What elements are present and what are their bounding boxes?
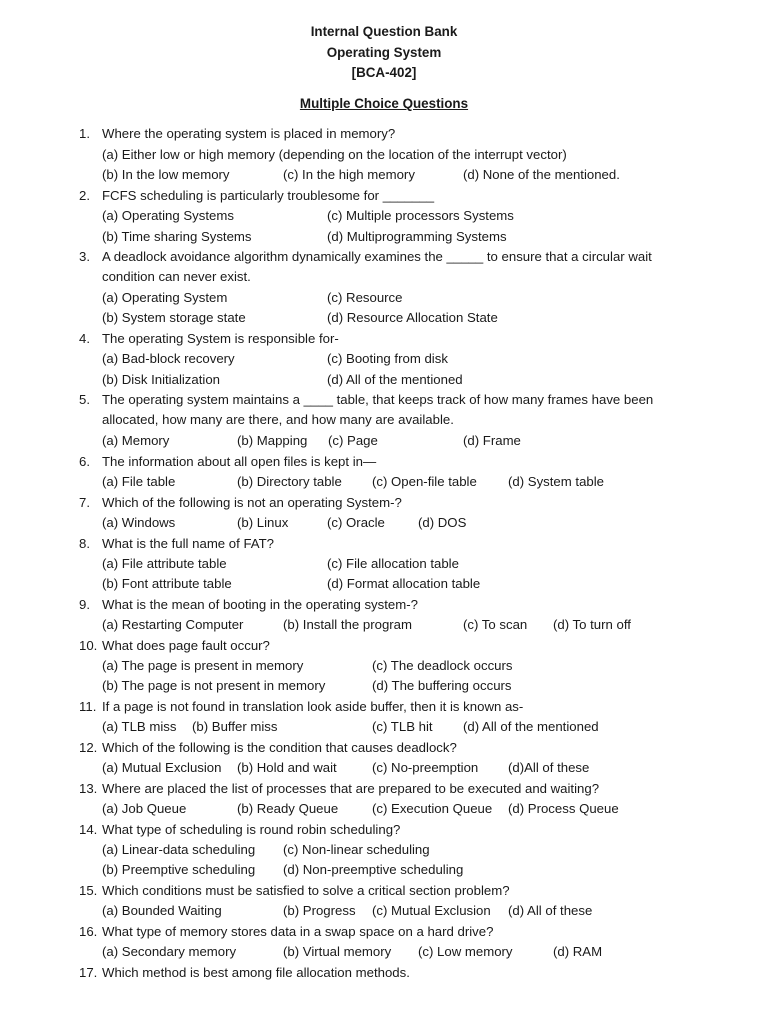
- question-text: The operating system maintains a ____ table, that keeps track of how many frames have been: [102, 392, 654, 407]
- question-text: What is the full name of FAT?: [102, 536, 274, 551]
- answer-option: (b) Mapping: [237, 433, 308, 448]
- answer-option: (b) Font attribute table: [102, 576, 232, 591]
- question-number: 13.: [79, 781, 98, 796]
- answer-option: (a) Job Queue: [102, 801, 187, 816]
- answer-option: (a) Mutual Exclusion: [102, 760, 222, 775]
- answer-option: (d) DOS: [418, 515, 467, 530]
- answer-option: (a) The page is present in memory: [102, 658, 304, 673]
- answer-option: (a) TLB miss: [102, 719, 177, 734]
- answer-option: (c) File allocation table: [327, 556, 459, 571]
- question-text: FCFS scheduling is particularly troublesome for _______: [102, 188, 435, 203]
- answer-option: (d) All of the mentioned: [463, 719, 599, 734]
- question-text: allocated, how many are there, and how many are available.: [102, 412, 454, 427]
- answer-option: (d) None of the mentioned.: [463, 167, 620, 182]
- answer-option: (c) Non-linear scheduling: [283, 842, 430, 857]
- question-text: Which of the following is not an operating System-?: [102, 495, 402, 510]
- answer-option: (b) Disk Initialization: [102, 372, 220, 387]
- question-number: 1.: [79, 126, 90, 141]
- answer-option: (a) Restarting Computer: [102, 617, 244, 632]
- question-text: What type of scheduling is round robin scheduling?: [102, 822, 401, 837]
- answer-option: (d) Process Queue: [508, 801, 619, 816]
- answer-option: (d)All of these: [508, 760, 590, 775]
- question-number: 8.: [79, 536, 90, 551]
- answer-option: (b) Virtual memory: [283, 944, 392, 959]
- answer-option: (c) No-preemption: [372, 760, 479, 775]
- question-text: What does page fault occur?: [102, 638, 270, 653]
- answer-option: (b) Install the program: [283, 617, 412, 632]
- answer-option: (a) Secondary memory: [102, 944, 237, 959]
- answer-option: (b) Buffer miss: [192, 719, 278, 734]
- answer-option: (d) All of these: [508, 903, 593, 918]
- answer-option: (d) RAM: [553, 944, 603, 959]
- question-number: 17.: [79, 965, 98, 980]
- answer-option: (c) The deadlock occurs: [372, 658, 513, 673]
- doc-subject: Operating System: [326, 45, 442, 60]
- question-number: 9.: [79, 597, 90, 612]
- answer-option: (a) Operating Systems: [102, 208, 234, 223]
- question-text: Which of the following is the condition that causes deadlock?: [102, 740, 457, 755]
- question-text: Which conditions must be satisfied to solve a critical section problem?: [102, 883, 510, 898]
- question-number: 11.: [79, 699, 97, 714]
- question-number: 2.: [79, 188, 90, 203]
- answer-option: (c) Low memory: [418, 944, 513, 959]
- answer-option: (c) Mutual Exclusion: [372, 903, 491, 918]
- question-text: What is the mean of booting in the operating system-?: [102, 597, 418, 612]
- answer-option: (b) Hold and wait: [237, 760, 337, 775]
- question-text: What type of memory stores data in a swap space on a hard drive?: [102, 924, 494, 939]
- answer-option: (c) Page: [328, 433, 378, 448]
- answer-option: (b) Progress: [283, 903, 356, 918]
- answer-option: (d) Frame: [463, 433, 521, 448]
- question-number: 3.: [79, 249, 90, 264]
- answer-option: (c) TLB hit: [372, 719, 433, 734]
- answer-option: (c) Oracle: [327, 515, 385, 530]
- question-number: 10.: [79, 638, 98, 653]
- answer-option: (b) System storage state: [102, 310, 246, 325]
- answer-option: (b) Directory table: [237, 474, 342, 489]
- answer-option: (d) System table: [508, 474, 605, 489]
- answer-option: (a) Windows: [102, 515, 176, 530]
- answer-option: (a) File table: [102, 474, 176, 489]
- doc-title: Internal Question Bank: [310, 24, 458, 39]
- answer-option: (a) File attribute table: [102, 556, 227, 571]
- question-number: 16.: [79, 924, 98, 939]
- answer-option: (b) Time sharing Systems: [102, 229, 252, 244]
- answer-option: (b) Preemptive scheduling: [102, 862, 256, 877]
- doc-course-code: [BCA-402]: [351, 65, 417, 80]
- question-text: If a page is not found in translation look aside buffer, then it is known as-: [102, 699, 524, 714]
- answer-option: (b) The page is not present in memory: [102, 678, 326, 693]
- answer-option: (b) Ready Queue: [237, 801, 339, 816]
- answer-option: (d) Resource Allocation State: [327, 310, 498, 325]
- question-number: 4.: [79, 331, 90, 346]
- question-text: Which method is best among file allocation methods.: [102, 965, 410, 980]
- answer-option: (c) Multiple processors Systems: [327, 208, 514, 223]
- answer-option: (c) Open-file table: [372, 474, 477, 489]
- answer-option: (d) The buffering occurs: [372, 678, 512, 693]
- question-text: Where are placed the list of processes that are prepared to be executed and waiting?: [102, 781, 600, 796]
- answer-option: (a) Either low or high memory (depending on the location of the interrupt vector): [102, 147, 567, 162]
- answer-option: (d) To turn off: [553, 617, 631, 632]
- question-number: 6.: [79, 454, 90, 469]
- answer-option: (a) Linear-data scheduling: [102, 842, 256, 857]
- question-number: 12.: [79, 740, 98, 755]
- answer-option: (c) In the high memory: [283, 167, 415, 182]
- answer-option: (a) Operating System: [102, 290, 228, 305]
- question-text: The operating System is responsible for-: [102, 331, 339, 346]
- answer-option: (a) Bounded Waiting: [102, 903, 222, 918]
- question-number: 15.: [79, 883, 98, 898]
- question-text: A deadlock avoidance algorithm dynamically examines the _____ to ensure that a circular wait: [102, 249, 652, 264]
- question-text: The information about all open files is kept in—: [102, 454, 377, 469]
- question-number: 5.: [79, 392, 90, 407]
- section-heading: Multiple Choice Questions: [299, 96, 469, 111]
- answer-option: (d) Non-preemptive scheduling: [283, 862, 464, 877]
- question-number: 7.: [79, 495, 90, 510]
- answer-option: (c) Booting from disk: [327, 351, 448, 366]
- answer-option: (d) All of the mentioned: [327, 372, 463, 387]
- answer-option: (b) Linux: [237, 515, 289, 530]
- answer-option: (b) In the low memory: [102, 167, 230, 182]
- question-text: condition can never exist.: [102, 269, 251, 284]
- answer-option: (a) Memory: [102, 433, 170, 448]
- answer-option: (d) Format allocation table: [327, 576, 481, 591]
- answer-option: (d) Multiprogramming Systems: [327, 229, 507, 244]
- answer-option: (c) To scan: [463, 617, 528, 632]
- question-text: Where the operating system is placed in memory?: [102, 126, 396, 141]
- answer-option: (c) Execution Queue: [372, 801, 493, 816]
- question-number: 14.: [79, 822, 98, 837]
- answer-option: (a) Bad-block recovery: [102, 351, 235, 366]
- answer-option: (c) Resource: [327, 290, 403, 305]
